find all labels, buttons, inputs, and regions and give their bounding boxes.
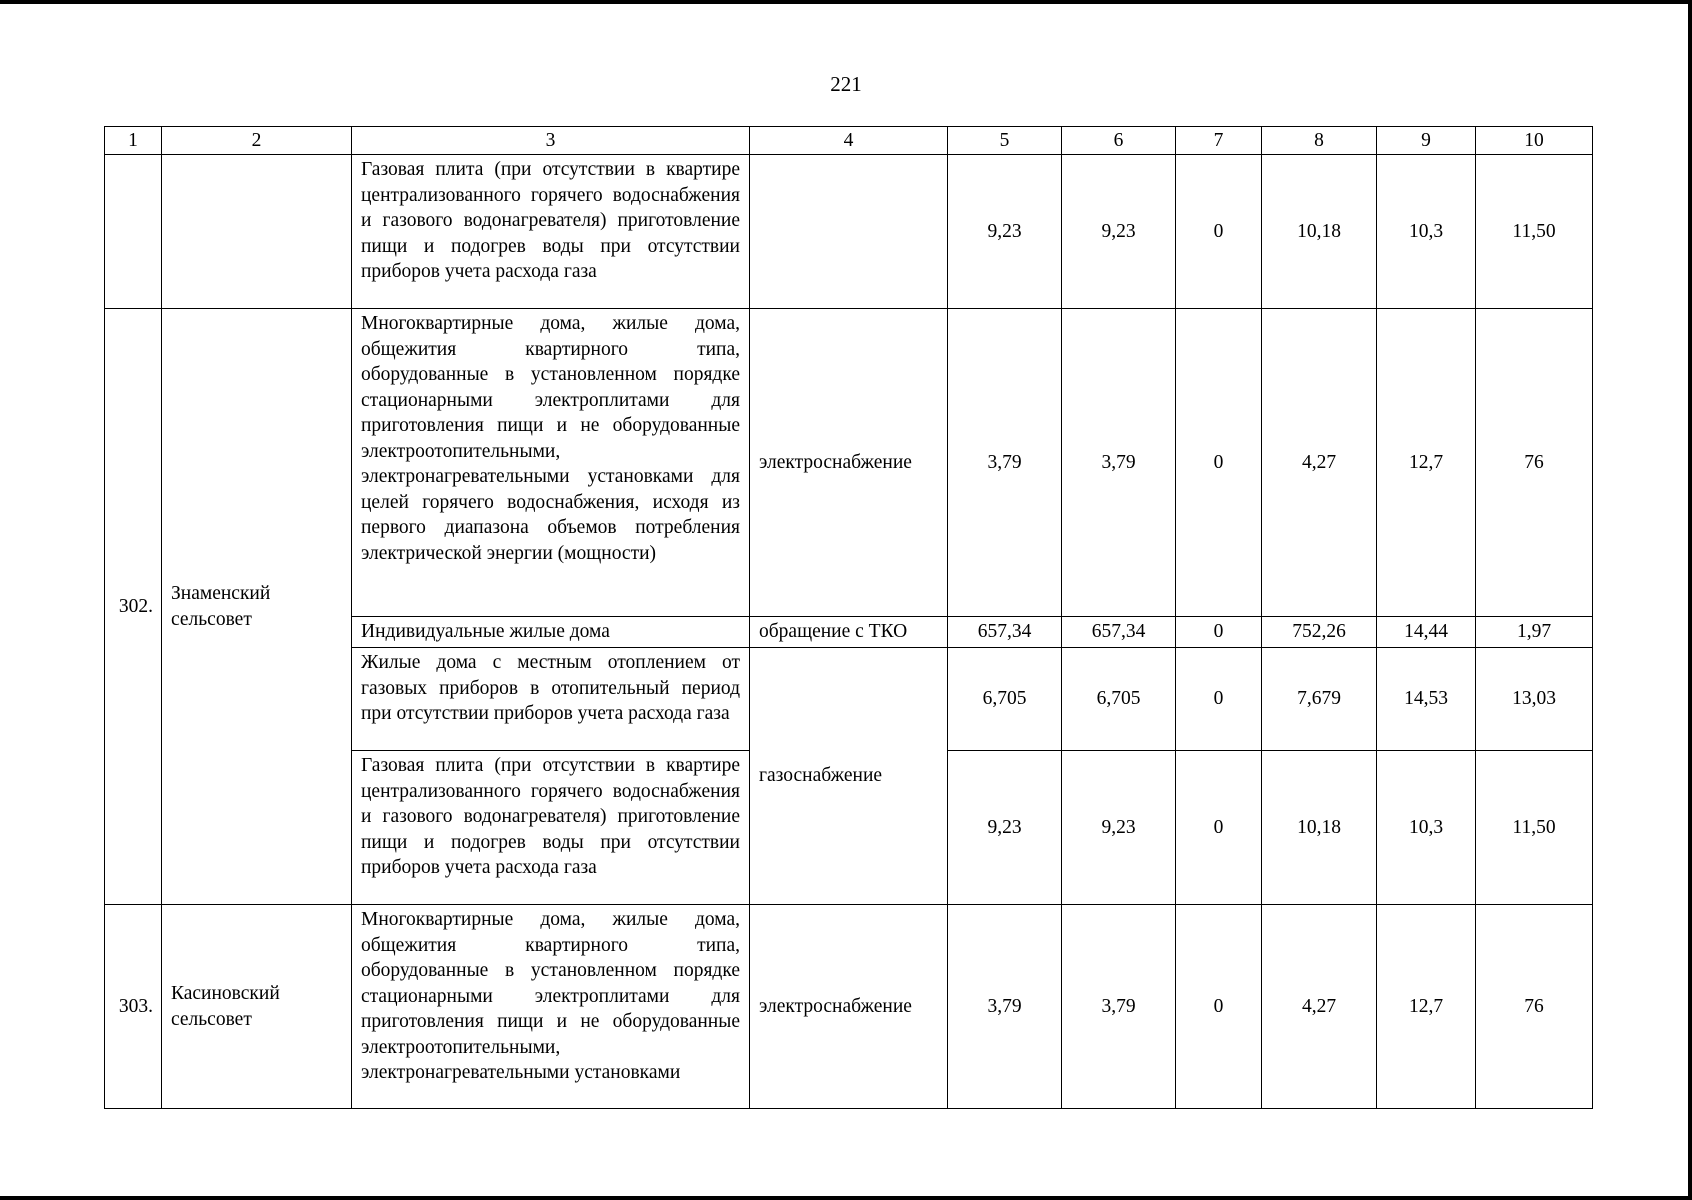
value-cell: 10,18 [1262, 155, 1377, 309]
settlement-cell: Знаменский сельсовет [162, 309, 352, 905]
value-cell: 11,50 [1476, 155, 1593, 309]
value-cell: 0 [1176, 155, 1262, 309]
value-cell: 0 [1176, 617, 1262, 648]
value-cell: 657,34 [1062, 617, 1176, 648]
value-cell: 3,79 [948, 309, 1062, 617]
row-number-cell: 302. [105, 309, 162, 905]
value-cell: 10,18 [1262, 751, 1377, 905]
page-number: 221 [830, 72, 862, 96]
value-cell: 4,27 [1262, 905, 1377, 1109]
row-number-cell: 303. [105, 905, 162, 1109]
value-cell: 6,705 [1062, 648, 1176, 751]
service-cell [750, 155, 948, 309]
value-cell: 11,50 [1476, 751, 1593, 905]
value-cell: 14,44 [1377, 617, 1476, 648]
page-edge-bottom [0, 1196, 1692, 1200]
settlement-cell [162, 155, 352, 309]
header-cell: 8 [1262, 127, 1377, 155]
value-cell: 9,23 [948, 751, 1062, 905]
value-cell: 12,7 [1377, 309, 1476, 617]
value-cell: 76 [1476, 309, 1593, 617]
value-cell: 13,03 [1476, 648, 1593, 751]
header-cell: 6 [1062, 127, 1176, 155]
value-cell: 12,7 [1377, 905, 1476, 1109]
page-edge-right [1688, 0, 1692, 1200]
header-cell: 5 [948, 127, 1062, 155]
service-cell: электроснабжение [750, 309, 948, 617]
value-cell: 9,23 [1062, 751, 1176, 905]
tariff-table [104, 126, 1593, 1109]
header-cell: 2 [162, 127, 352, 155]
value-cell: 0 [1176, 905, 1262, 1109]
header-row [105, 127, 1593, 155]
value-cell: 657,34 [948, 617, 1062, 648]
value-cell: 3,79 [1062, 309, 1176, 617]
value-cell: 0 [1176, 309, 1262, 617]
value-cell: 10,3 [1377, 155, 1476, 309]
table-row [105, 309, 1593, 617]
value-cell: 6,705 [948, 648, 1062, 751]
value-cell: 9,23 [948, 155, 1062, 309]
value-cell: 0 [1176, 648, 1262, 751]
settlement-cell: Касиновский сельсовет [162, 905, 352, 1109]
value-cell: 3,79 [948, 905, 1062, 1109]
header-cell: 9 [1377, 127, 1476, 155]
value-cell: 76 [1476, 905, 1593, 1109]
page-edge-top [0, 0, 1692, 4]
header-cell: 4 [750, 127, 948, 155]
table-row [105, 155, 1593, 309]
value-cell: 9,23 [1062, 155, 1176, 309]
table-row [105, 905, 1593, 1109]
value-cell: 1,97 [1476, 617, 1593, 648]
category-description: Газовая плита (при отсутствии в квартире централизованного горячего водоснабжения и газового водонагревателя) приготовление пищи и подогрев воды при отсутствии приборов учета расхода газа [352, 751, 750, 905]
category-description: Многоквартирные дома, жилые дома, общежития квартирного типа, оборудованные в установленном порядке стационарными электроплитами для приготовления пищи и не оборудованные электроотопительными, электронагревательными установками для целей горячего водоснабжения, исходя из первого диапазона объемов потребления электрической энергии (мощности) [352, 309, 750, 617]
value-cell: 4,27 [1262, 309, 1377, 617]
header-cell: 10 [1476, 127, 1593, 155]
category-description: Газовая плита (при отсутствии в квартире централизованного горячего водоснабжения и газового водонагревателя) приготовление пищи и подогрев воды при отсутствии приборов учета расхода газа [352, 155, 750, 309]
category-description: Многоквартирные дома, жилые дома, общежития квартирного типа, оборудованные в установленном порядке стационарными электроплитами для приготовления пищи и не оборудованные электроотопительными, электронагревательными установками [352, 905, 750, 1109]
header-cell: 7 [1176, 127, 1262, 155]
value-cell: 752,26 [1262, 617, 1377, 648]
category-description: Индивидуальные жилые дома [352, 617, 750, 648]
header-cell: 1 [105, 127, 162, 155]
value-cell: 0 [1176, 751, 1262, 905]
value-cell: 7,679 [1262, 648, 1377, 751]
value-cell: 10,3 [1377, 751, 1476, 905]
service-cell: обращение с ТКО [750, 617, 948, 648]
service-cell: электроснабжение [750, 905, 948, 1109]
value-cell: 14,53 [1377, 648, 1476, 751]
service-cell: газоснабжение [750, 648, 948, 905]
value-cell: 3,79 [1062, 905, 1176, 1109]
row-number-cell [105, 155, 162, 309]
category-description: Жилые дома с местным отоплением от газовых приборов в отопительный период при отсутствии приборов учета расхода газа [352, 648, 750, 751]
header-cell: 3 [352, 127, 750, 155]
